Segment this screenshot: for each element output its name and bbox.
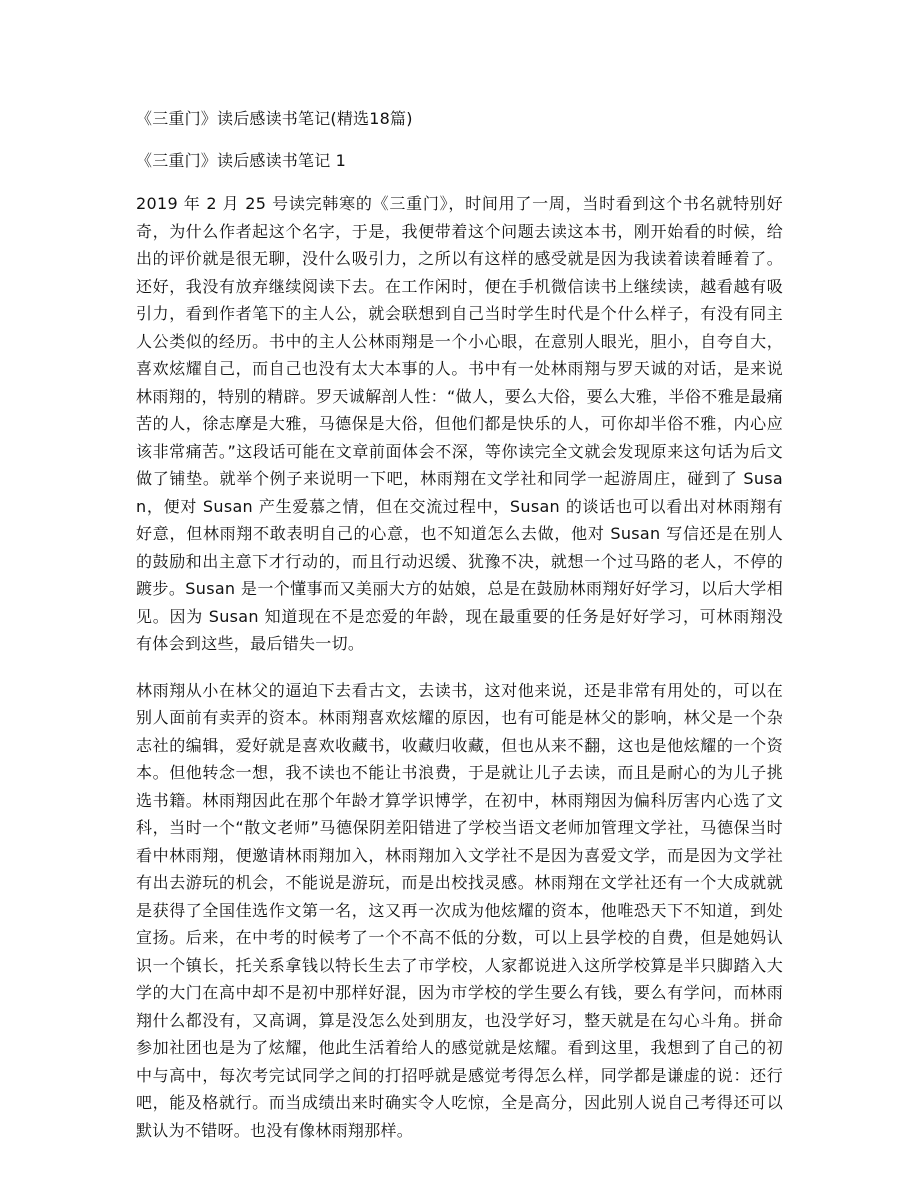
document-title: 《三重门》读后感读书笔记(精选18篇) — [136, 109, 413, 128]
paragraph-2: 林雨翔从小在林父的逼迫下去看古文，去读书，这对他来说，还是非常有用处的，可以在别人面前有卖弄的资本。林雨翔喜欢炫耀的原因，也有可能是林父的影响，林父是一个杂志社的编辑，爱好就是喜欢收藏书，收藏归收藏，但也从来不翻，这也是他炫耀的一个资本。但他转念一想，我不读也不能让书浪费，于是就让儿子去读，而且是耐心的为儿子挑选书籍。林雨翔因此在那个年龄才算学识博学，在初中，林雨翔因为偏科厉害内心选了文科，当时一个“散文老师”马德保阴差阳错进了学校当语文老师加管理文学社，马德保当时看中林雨翔，便邀请林雨翔加入，林雨翔加入文学社不是因为喜爱文学，而是因为文学社有出去游玩的机会，不能说是游玩，而是出校找灵感。林雨翔在文学社还有一个大成就就是获得了全国佳选作文第一名，这又再一次成为他炫耀的资本，他唯恐天下不知道，到处宣扬。后来，在中考的时候考了一个不高不低的分数，可以上县学校的自费，但是她妈认识一个镇长，托关系拿钱以特长生去了市学校，人家都说进入这所学校算是半只脚踏入大学的大门在高中却不是初中那样好混，因为市学校的学生要么有钱，要么有学问，而林雨翔什么都没有，又高调，算是没怎么处到朋友，也没学好习，整天就是在勾心斗角。拼命参加社团也是为了炫耀，他此生活着给人的感觉就是炫耀。看到这里，我想到了自己的初中与高中，每次考完试同学之间的打招呼就是感觉考得怎么样，同学都是谦虚的说：还行吧，能及格就行。而当成绩出来时确实令人吃惊，全是高分，因此别人说自己考得还可以默认为不错呀。也没有像林雨翔那样。 — [136, 680, 783, 1140]
document-page — [136, 104, 783, 1144]
paragraph-1: 2019 年 2 月 25 号读完韩寒的《三重门》，时间用了一周，当时看到这个书名就特别好奇，为什么作者起这个名字，于是，我便带着这个问题去读这本书，刚开始看的时候，给出的评价就是很无聊，没什么吸引力，之所以有这样的感受就是因为我读着读着睡着了。还好，我没有放弃继续阅读下去。在工作闲时，便在手机微信读书上继续读，越看越有吸引力，看到作者笔下的主人公，就会联想到自己当时学生时代是个什么样子，有没有同主人公类似的经历。书中的主人公林雨翔是一个小心眼，在意别人眼光，胆小，自夸自大，喜欢炫耀自己，而自己也没有太大本事的人。书中有一处林雨翔与罗天诚的对话，是来说林雨翔的，特别的精辟。罗天诚解剖人性：“做人，要么大俗，要么大雅，半俗不雅是最痛苦的人，徐志摩是大雅，马德保是大俗，但他们都是快乐的人，可你却半俗不雅，内心应该非常痛苦。”这段话可能在文章前面体会不深，等你读完全文就会发现原来这句话为后文做了铺垫。就举个例子来说明一下吧，林雨翔在文学社和同学一起游周庄，碰到了 Susan，便对 Susan 产生爱慕之情，但在交流过程中，Susan 的谈话也可以看出对林雨翔有好意，但林雨翔不敢表明自己的心意，也不知道怎么去做，他对 Susan 写信还是在别人的鼓励和出主意下才行动的，而且行动迟缓、犹豫不决，就想一个过马路的老人，不停的踱步。Susan 是一个懂事而又美丽大方的姑娘，总是在鼓励林雨翔好好学习，以后大学相见。因为 Susan 知道现在不是恋爱的年龄，现在最重要的任务是好好学习，可林雨翔没有体会到这些，最后错失一切。 — [136, 194, 783, 653]
section-heading: 《三重门》读后感读书笔记 1 — [136, 151, 347, 170]
